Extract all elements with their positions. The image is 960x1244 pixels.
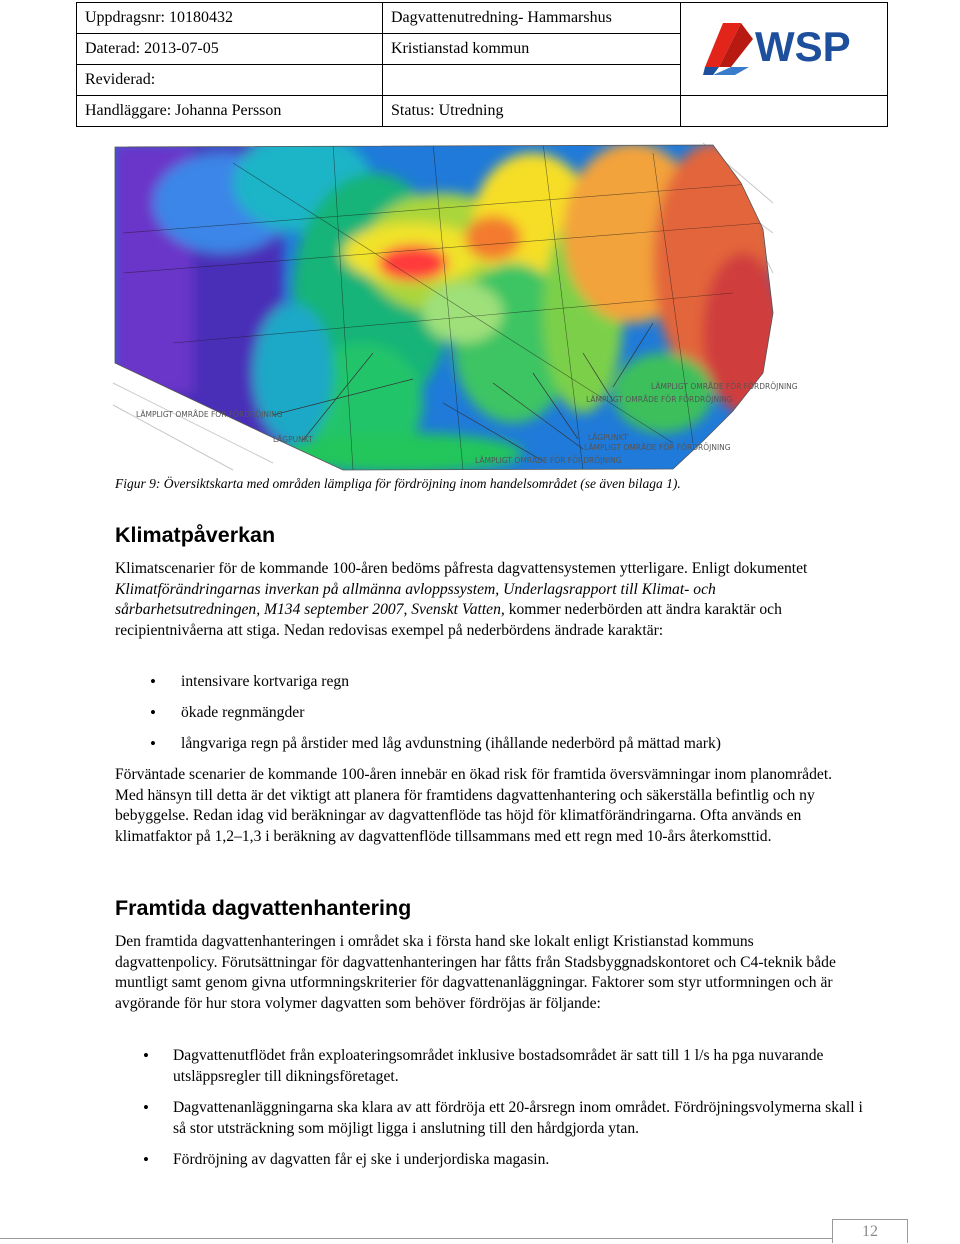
map-label-lamp-right-1: LÄMPLIGT OMRÅDE FÖR FÖRDRÖJNING [651, 382, 798, 391]
list-item: • intensivare kortvariga regn [150, 672, 721, 703]
project-cell: Dagvattenutredning- Hammarshus [383, 3, 681, 34]
logo-cell [681, 3, 888, 96]
empty-logo-cell [681, 96, 888, 127]
map-label-lagpunkt-left: LÅGPUNKT [273, 435, 313, 444]
heading-framtida: Framtida dagvattenhantering [115, 896, 412, 920]
handlaggare-cell: Handläggare: Johanna Persson [77, 96, 383, 127]
framtida-paragraph-1: Den framtida dagvattenhanteringen i området ska i första hand ske lokalt enligt Kristianstad kommuns dagvattenpolicy. Förutsättningar för dagvattenhanteringen har fåtts från Stadsbyggnadskontoret och C4-teknik både muntligt samt genom givna utformningskriterier för dagvattenanläggningar. Faktorer som styr utformningen och är avgörande för hur stora volymer dagvatten som behöver fördröjas är följande: [115, 933, 836, 1012]
figure-caption: Figur 9: Översiktskarta med områden lämpliga för fördröjning inom handelsområdet (se även bilaga 1). [115, 476, 681, 491]
document-header-table [76, 2, 888, 127]
map-label-lamp-left: LÄMPLIGT OMRÅDE FÖR FÖRDRÖJNING [136, 410, 283, 419]
list-item: • Fördröjning av dagvatten får ej ske i underjordiska magasin. [143, 1149, 863, 1170]
klimat-bullet-list [150, 672, 721, 765]
map-label-lagpunkt-mid: LÅGPUNKT [588, 433, 628, 442]
daterad-cell: Daterad: 2013-07-05 [77, 34, 383, 65]
status-cell: Status: Utredning [383, 96, 681, 127]
list-item: • Dagvattenanläggningarna ska klara av att fördröja ett 20-årsregn inom området. Fördröjningsvolymerna skall i så stor utsträckning som möjligt ligga i anslutning till den hårdgjorda ytan. [143, 1097, 863, 1139]
page-number: 12 [832, 1219, 908, 1243]
list-item: • ökade regnmängder [150, 703, 721, 734]
empty-cell [383, 65, 681, 96]
footer-line [0, 1238, 832, 1239]
klimat-paragraph-1: Klimatscenarier för de kommande 100-åren bedöms påfresta dagvattensystemen ytterligare. Enligt dokumentet Klimatförändringarnas inverkan på allmänna avloppssystem, Underlagsrapport till Klimat- och sårbarhetsutredningen, M134 september 2007, Svenskt Vatten, kommer nederbörden att ändra karaktär och recipientnivåerna att stiga. Nedan redovisas exempel på nederbördens ändrade karaktär: [115, 560, 808, 639]
list-item: • långvariga regn på årstider med låg avdunstning (ihållande nederbörd på mättad mark) [150, 734, 721, 765]
list-item: • Dagvattenutflödet från exploateringsområdet inklusive bostadsområdet är satt till 1 l/s ha pga nuvarande utsläppsregler till dikningsföretaget. [143, 1045, 863, 1087]
reviderad-cell: Reviderad: [77, 65, 383, 96]
framtida-bullet-list [143, 1045, 863, 1180]
map-label-lamp-mid-1: LÄMPLIGT OMRÅDE FÖR FÖRDRÖJNING [584, 443, 731, 452]
elevation-heatmap [113, 133, 783, 473]
svg-text:WSP: WSP [755, 22, 851, 70]
heading-klimatpaverkan: Klimatpåverkan [115, 523, 276, 547]
uppdragsnr-cell: Uppdragsnr: 10180432 [77, 3, 383, 34]
wsp-logo [701, 17, 867, 77]
kommun-cell: Kristianstad kommun [383, 34, 681, 65]
map-label-lamp-right-2: LÄMPLIGT OMRÅDE FÖR FÖRDRÖJNING [586, 395, 733, 404]
klimat-paragraph-2: Förväntade scenarier de kommande 100-åren innebär en ökad risk för framtida översvämningar inom planområdet. Med hänsyn till detta är det viktigt att planera för framtidens dagvattenhantering och säkerställa befintlig och ny bebyggelse. Redan idag vid beräkningar av dagvattenflöde tas höjd för klimatförändringarna. Ofta används en klimatfaktor på 1,2–1,3 i beräkning av dagvattenflöde tillsammans med ett regn med 10-års återkomsttid. [115, 766, 833, 845]
overview-map [113, 143, 798, 470]
map-label-lamp-mid-2: LÄMPLIGT OMRÅDE FÖR FÖRDRÖJNING [475, 456, 622, 465]
